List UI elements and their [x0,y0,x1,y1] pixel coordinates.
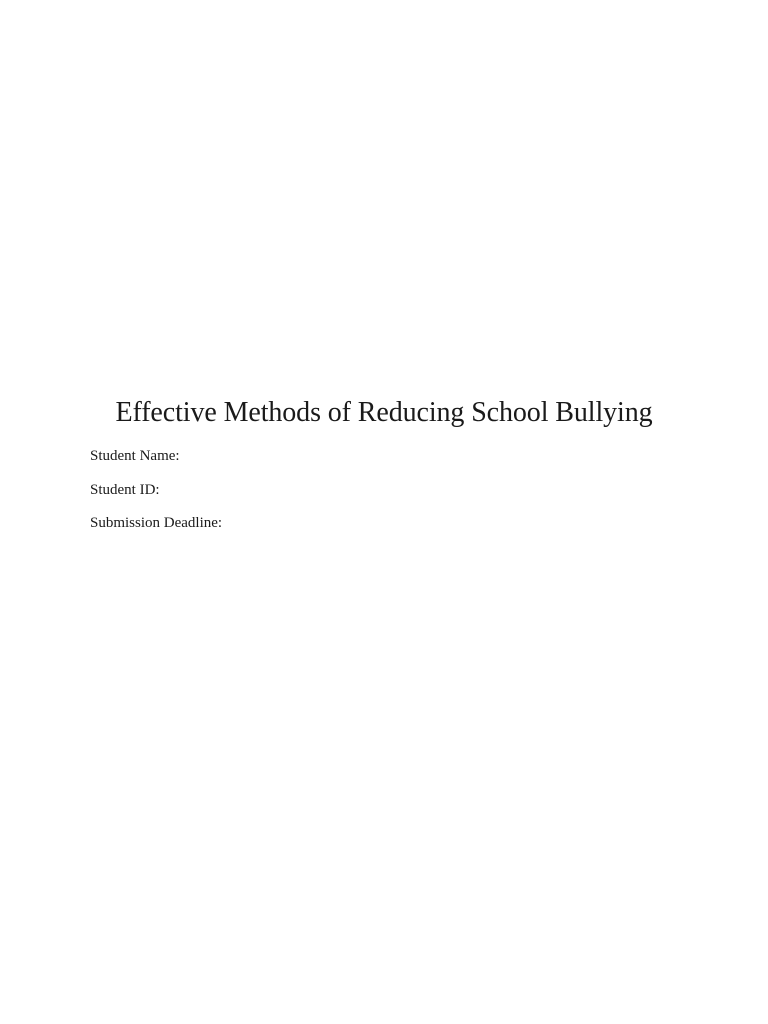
submission-deadline-label: Submission Deadline: [90,515,223,531]
document-title: Effective Methods of Reducing School Bullying [115,397,653,428]
student-name-label: Student Name: [90,448,180,464]
student-id-label: Student ID: [90,482,160,498]
